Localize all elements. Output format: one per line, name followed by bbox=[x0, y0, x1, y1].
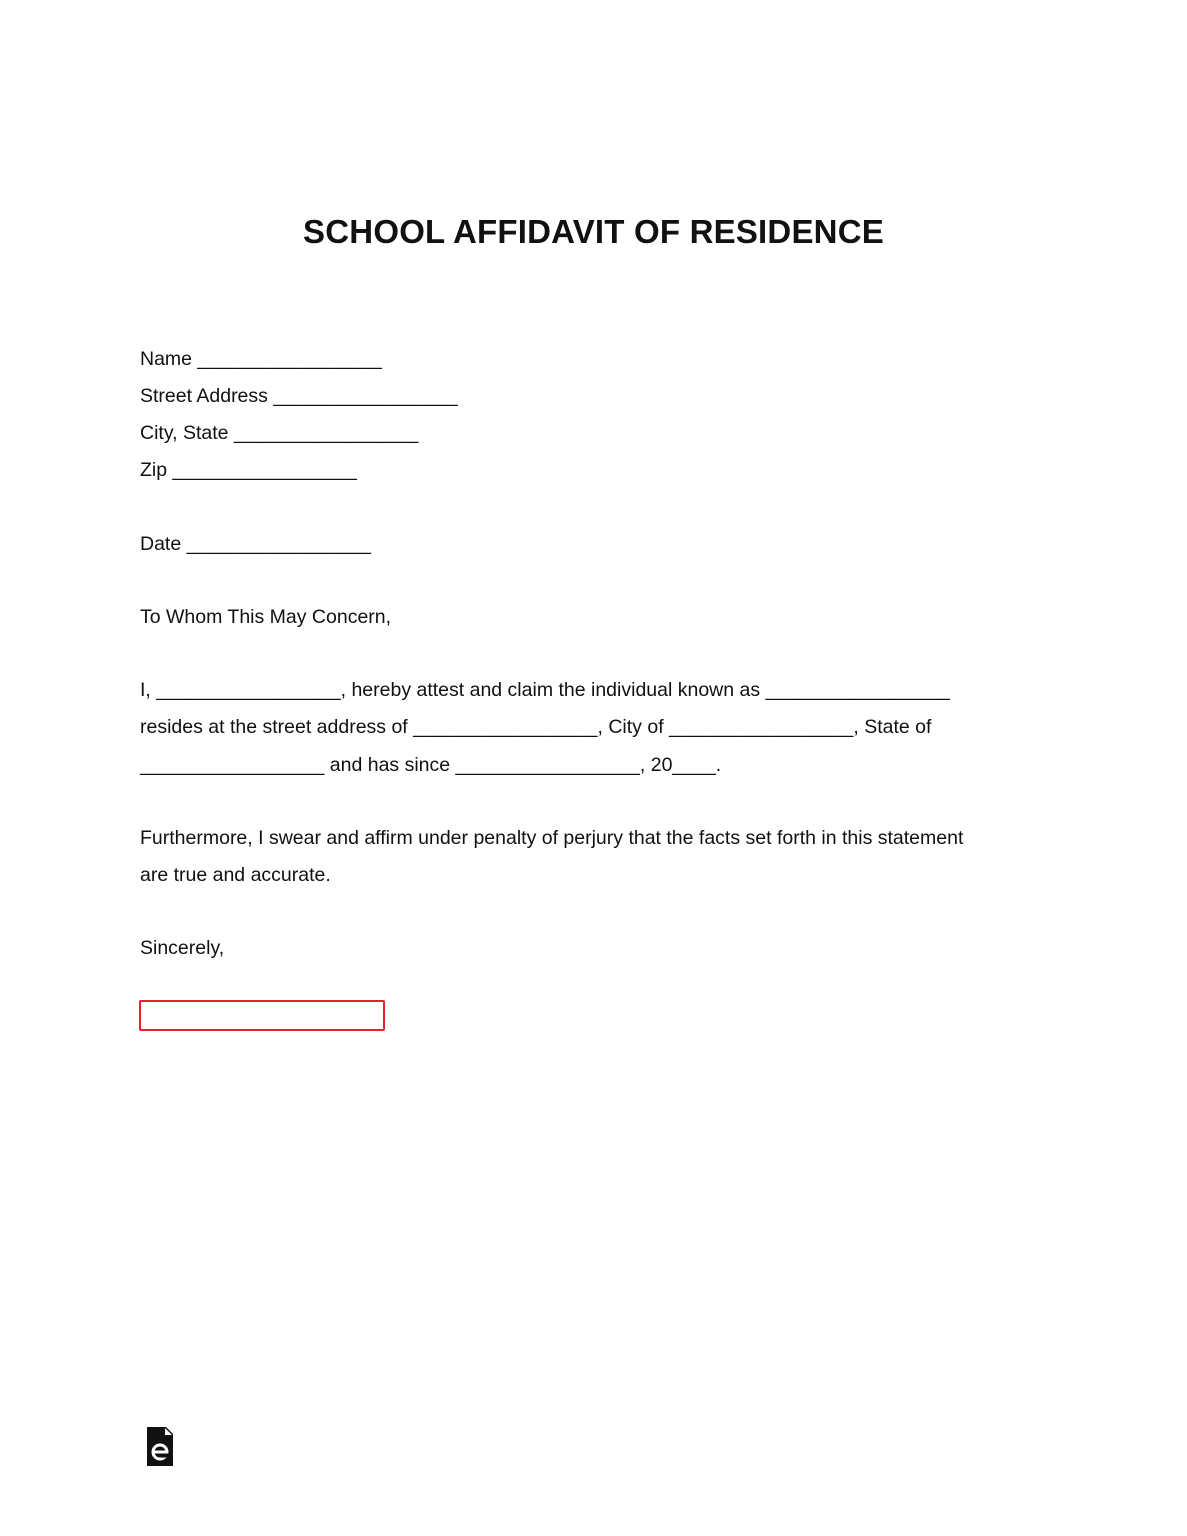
salutation: To Whom This May Concern, bbox=[140, 606, 392, 628]
eforms-logo-icon bbox=[147, 1427, 173, 1466]
body-paragraph-line: _________________ and has since _________________, 20____. bbox=[140, 754, 722, 776]
statement-paragraph-line: Furthermore, I swear and affirm under penalty of perjury that the facts set forth in this statement bbox=[140, 827, 964, 849]
date-field-line: Date _________________ bbox=[140, 533, 371, 555]
body-paragraph-line: resides at the street address of _________________, City of _________________, State of bbox=[140, 716, 932, 738]
closing: Sincerely, bbox=[140, 937, 225, 959]
city-state-field-line: City, State _________________ bbox=[140, 422, 419, 444]
statement-paragraph-line: are true and accurate. bbox=[140, 864, 331, 886]
name-field-line: Name _________________ bbox=[140, 348, 382, 370]
zip-field-line: Zip _________________ bbox=[140, 459, 357, 481]
body-paragraph-line: I, _________________, hereby attest and claim the individual known as _________________ bbox=[140, 679, 950, 701]
signature-field[interactable] bbox=[139, 1000, 385, 1031]
street-address-field-line: Street Address _________________ bbox=[140, 385, 458, 407]
page-title: SCHOOL AFFIDAVIT OF RESIDENCE bbox=[303, 213, 884, 250]
